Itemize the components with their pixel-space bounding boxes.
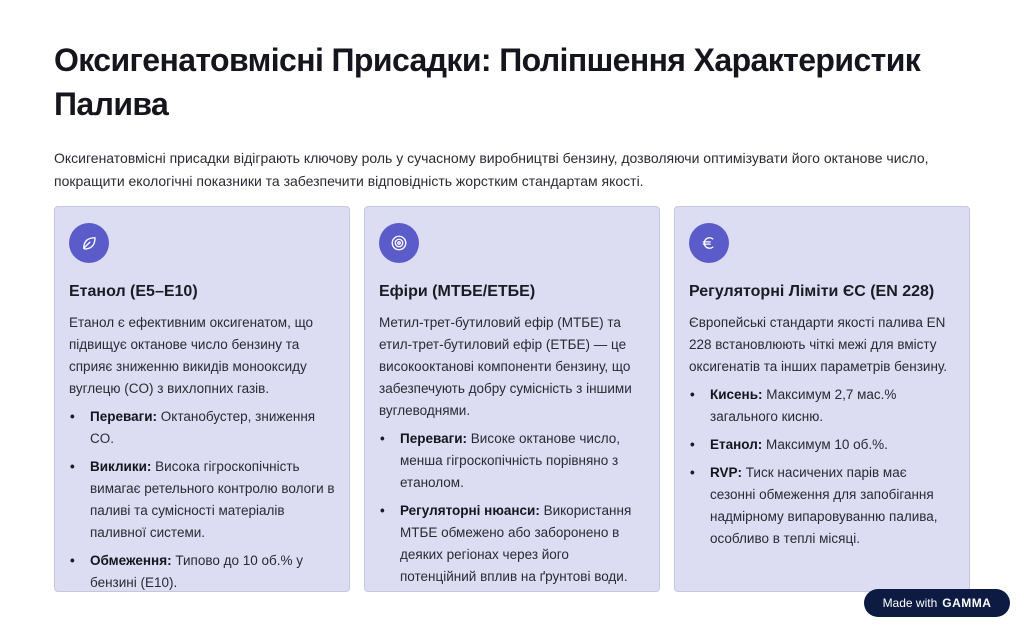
badge-prefix: Made with bbox=[882, 596, 938, 610]
card-eu-limits bbox=[674, 206, 970, 592]
card-body: Європейські стандарти якості палива EN 228 встановлюють чіткі межі для вмісту оксигенатів та інших параметрів бензину. bbox=[689, 315, 948, 374]
bullet-text: Октанобустер, зниження CO. bbox=[90, 409, 316, 446]
euro-icon bbox=[689, 223, 729, 263]
bullet-text: Високе октанове число, менша гігроскопічність порівняно з етанолом. bbox=[400, 431, 621, 490]
bullet-text: Типово до 10 об.% у бензині (E10). bbox=[90, 553, 304, 590]
bullet-label: Переваги: bbox=[400, 431, 468, 446]
list-item: • Переваги: Високе октанове число, менша гігроскопічність порівняно з етанолом. bbox=[380, 431, 621, 490]
list-item: • Етанол: Максимум 10 об.%. bbox=[690, 437, 888, 452]
bullet-text: Тиск насичених парів має сезонні обмеження для запобігання надмірному випаровуванню палива, особливо в теплі місяці. bbox=[710, 465, 938, 546]
card-title: Етанол (E5–E10) bbox=[69, 283, 198, 300]
bullet-text: Максимум 10 об.%. bbox=[766, 437, 888, 452]
page-title: Оксигенатовмісні Присадки: Поліпшення Характеристик Палива bbox=[54, 42, 921, 122]
bullet-list bbox=[689, 384, 955, 550]
list-item: • Виклики: Висока гігроскопічність вимагає ретельного контролю вологи в паливі та сумісності матеріалів паливної системи. bbox=[70, 459, 335, 540]
list-item: • Обмеження: Типово до 10 об.% у бензині (E10). bbox=[70, 553, 304, 590]
card-body: Етанол є ефективним оксигенатом, що підвищує октанове число бензину та сприяє зниженню викидів монооксиду вуглецю (CO) з вихлопних газів. bbox=[69, 315, 314, 396]
bullet-label: Обмеження: bbox=[90, 553, 172, 568]
bullet-text: Максимум 2,7 мас.% загального кисню. bbox=[710, 387, 897, 424]
card-title: Регуляторні Ліміти ЄС (EN 228) bbox=[689, 283, 935, 300]
card-body: Метил-трет-бутиловий ефір (МТБЕ) та етил-трет-бутиловий ефір (ЕТБЕ) — це високооктанові компоненти бензину, що забезпечують добру сумісність з іншими вуглеводнями. bbox=[379, 315, 632, 418]
target-icon bbox=[379, 223, 419, 263]
bullet-list bbox=[379, 428, 645, 588]
bullet-text: Висока гігроскопічність вимагає ретельного контролю вологи в паливі та сумісності матеріалів паливної системи. bbox=[90, 459, 335, 540]
bullet-label: Регуляторні нюанси: bbox=[400, 503, 540, 518]
card-title: Ефіри (МТБЕ/ЕТБЕ) bbox=[379, 283, 536, 300]
made-with-badge[interactable] bbox=[864, 589, 1010, 617]
bullet-label: Кисень: bbox=[710, 387, 763, 402]
bullet-label: Переваги: bbox=[90, 409, 158, 424]
list-item: • Кисень: Максимум 2,7 мас.% загального кисню. bbox=[690, 387, 897, 424]
bullet-list bbox=[69, 406, 335, 594]
bullet-label: Виклики: bbox=[90, 459, 152, 474]
list-item: • Регуляторні нюанси: Використання МТБЕ обмежено або заборонено в деяких регіонах через його потенційний вплив на ґрунтові води. bbox=[380, 503, 632, 584]
leaf-icon bbox=[69, 223, 109, 263]
card-ethers bbox=[364, 206, 660, 592]
gamma-logo: GAMMA bbox=[942, 596, 992, 610]
list-item: • RVP: Тиск насичених парів має сезонні обмеження для запобігання надмірному випаровуванню палива, особливо в теплі місяці. bbox=[690, 465, 938, 546]
bullet-text: Використання МТБЕ обмежено або заборонено в деяких регіонах через його потенційний вплив на ґрунтові води. bbox=[400, 503, 632, 584]
bullet-label: Етанол: bbox=[710, 437, 763, 452]
intro-paragraph: Оксигенатовмісні присадки відіграють ключову роль у сучасному виробництві бензину, дозволяючи оптимізувати його октанове число, покращити екологічні показники та забезпечити відповідність жорстким стандартам якості. bbox=[54, 150, 929, 189]
list-item: • Переваги: Октанобустер, зниження CO. bbox=[70, 409, 316, 446]
bullet-label: RVP: bbox=[710, 465, 743, 480]
card-ethanol bbox=[54, 206, 350, 592]
